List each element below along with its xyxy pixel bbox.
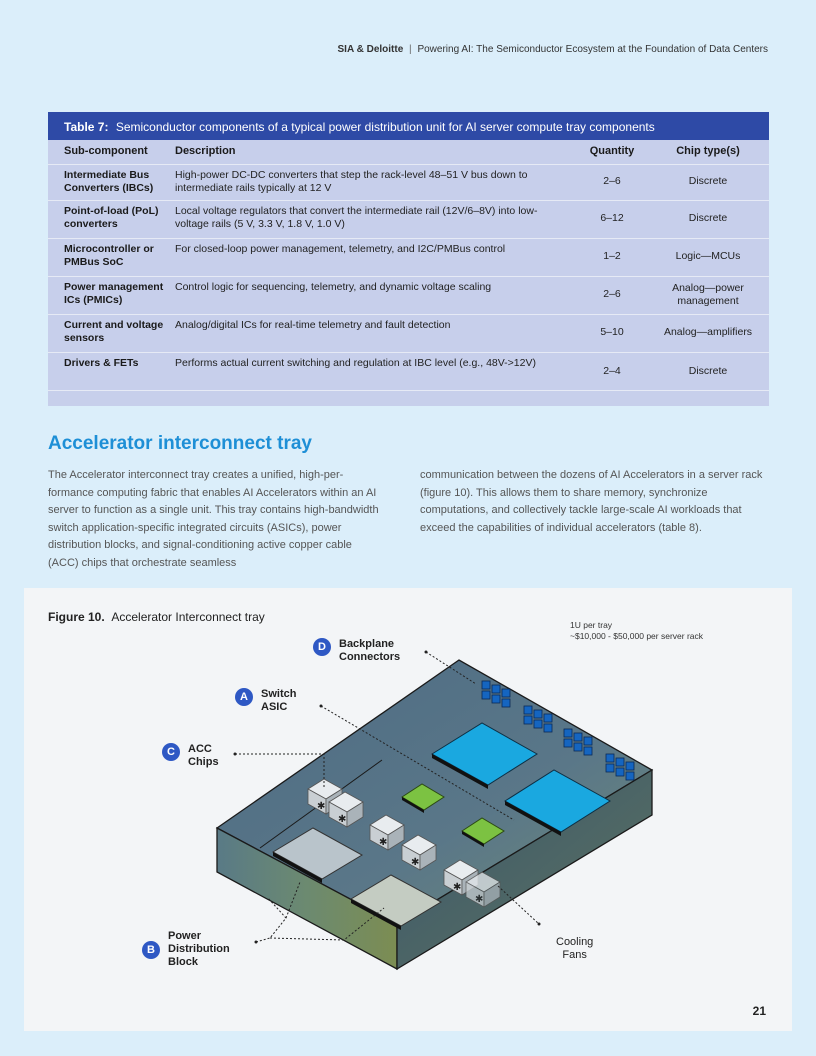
svg-text:✱: ✱ (317, 801, 326, 812)
callout-b-line-3: Block (168, 956, 198, 968)
svg-text:✱: ✱ (379, 837, 388, 848)
components-table (48, 140, 769, 390)
cell-chip-type: Analog—power management (647, 276, 769, 314)
callout-backplane-connectors (313, 638, 400, 664)
tray-illustration (24, 588, 792, 1031)
callout-a-line-2: ASIC (261, 701, 288, 713)
table-row (48, 200, 769, 238)
section-title: Accelerator interconnect tray (48, 433, 312, 454)
cell-description: Local voltage regulators that convert the intermediate rail (12V/6–8V) into low-voltage rails (5 V, 3.3 V, 1.8 V, 1.0 V) (173, 200, 577, 238)
table-7 (48, 112, 769, 406)
table-row (48, 276, 769, 314)
callout-b-line-2: Distribution (168, 943, 230, 955)
cell-quantity: 1–2 (577, 238, 647, 276)
cell-sub-component: Intermediate Bus Converters (IBCs) (48, 164, 173, 200)
cell-description: For closed-loop power management, telemetry, and I2C/PMBus control (173, 238, 577, 276)
table-title (48, 112, 769, 140)
callout-badge-c: C (162, 743, 180, 761)
table-label: Table 7: (64, 120, 109, 134)
table-row (48, 238, 769, 276)
callout-label-a (261, 688, 296, 714)
cell-description: Control logic for sequencing, telemetry, and dynamic voltage scaling (173, 276, 577, 314)
cell-description: High-power DC-DC converters that step the rack-level 48–51 V bus down to intermediate rails typically at 12 V (173, 164, 577, 200)
callout-switch-asic (235, 688, 296, 714)
cell-sub-component: Microcontroller or PMBus SoC (48, 238, 173, 276)
callout-label-d (339, 638, 400, 664)
figure-10 (24, 588, 792, 1031)
callout-badge-b: B (142, 941, 160, 959)
cell-quantity: 2–6 (577, 276, 647, 314)
column-header-quantity: Quantity (577, 140, 647, 164)
column-header-description: Description (173, 140, 577, 164)
cell-sub-component: Power management ICs (PMICs) (48, 276, 173, 314)
svg-text:✱: ✱ (453, 882, 462, 893)
body-text-left-column: The Accelerator interconnect tray creates a unified, high-per-formance computing fabric that enables AI Accelerators within an AI server to function as a single unit. This tray contains high-bandwidth switch application-specific integrated circuits (ASICs), power distribution blocks, and signal-conditioning active copper cable (ACC) chips that orchestrate seamless (48, 469, 379, 569)
callout-label-c (188, 743, 219, 769)
table-footer-band (48, 390, 769, 406)
table-title-text: Semiconductor components of a typical power distribution unit for AI server compute tray components (115, 120, 655, 134)
callout-fans-line-1: Cooling (556, 936, 594, 948)
table-row (48, 164, 769, 200)
callout-label-fans (556, 936, 593, 962)
cell-chip-type: Discrete (647, 352, 769, 390)
figure-note-line-2: ~$10,000 - $50,000 per server rack (570, 631, 704, 641)
cell-chip-type: Logic—MCUs (647, 238, 769, 276)
column-header-sub-component: Sub-component (48, 140, 173, 164)
header-brand: SIA & Deloitte (337, 44, 404, 55)
callout-cooling-fans (556, 936, 593, 962)
cell-sub-component: Point-of-load (PoL) converters (48, 200, 173, 238)
figure-label: Figure 10. (48, 610, 105, 624)
cell-sub-component: Drivers & FETs (48, 352, 173, 390)
callout-label-b (168, 930, 230, 969)
callout-badge-a: A (235, 688, 253, 706)
page-number: 21 (752, 1004, 766, 1018)
cell-quantity: 2–6 (577, 164, 647, 200)
callout-badge-d: D (313, 638, 331, 656)
table-header-row (48, 140, 769, 164)
callout-fans-line-2: Fans (562, 949, 587, 961)
svg-text:✱: ✱ (475, 894, 484, 905)
cell-quantity: 2–4 (577, 352, 647, 390)
figure-title-text: Accelerator Interconnect tray (111, 610, 265, 624)
table-row (48, 314, 769, 352)
body-text-right-column: communication between the dozens of AI Accelerators in a server rack (figure 10). This allows them to share memory, synchronize computations, and collectively tackle large-scale AI workloads that exceed the capabilities of individual accelerators (table 8). (420, 469, 763, 534)
figure-note-line-1: 1U per tray (570, 620, 613, 630)
cell-quantity: 5–10 (577, 314, 647, 352)
cell-chip-type: Analog—amplifiers (647, 314, 769, 352)
header-title: Powering AI: The Semiconductor Ecosystem at the Foundation of Data Centers (417, 44, 768, 55)
table-row (48, 352, 769, 390)
cell-description: Performs actual current switching and regulation at IBC level (e.g., 48V->12V) (173, 352, 577, 390)
cell-sub-component: Current and voltage sensors (48, 314, 173, 352)
svg-text:✱: ✱ (338, 814, 347, 825)
callout-d-line-2: Connectors (339, 651, 401, 663)
cell-chip-type: Discrete (647, 164, 769, 200)
callout-power-distribution-block (142, 930, 230, 969)
column-header-chip-types: Chip type(s) (647, 140, 769, 164)
callout-a-line-1: Switch (261, 688, 297, 700)
callout-c-line-2: Chips (188, 756, 219, 768)
header-separator: | (409, 44, 412, 55)
callout-c-line-1: ACC (188, 743, 212, 755)
cell-quantity: 6–12 (577, 200, 647, 238)
cell-description: Analog/digital ICs for real-time telemetry and fault detection (173, 314, 577, 352)
svg-text:✱: ✱ (411, 857, 420, 868)
callout-b-line-1: Power (168, 930, 202, 942)
page-header (338, 44, 768, 55)
cell-chip-type: Discrete (647, 200, 769, 238)
callout-d-line-1: Backplane (339, 638, 395, 650)
callout-acc-chips (162, 743, 219, 769)
